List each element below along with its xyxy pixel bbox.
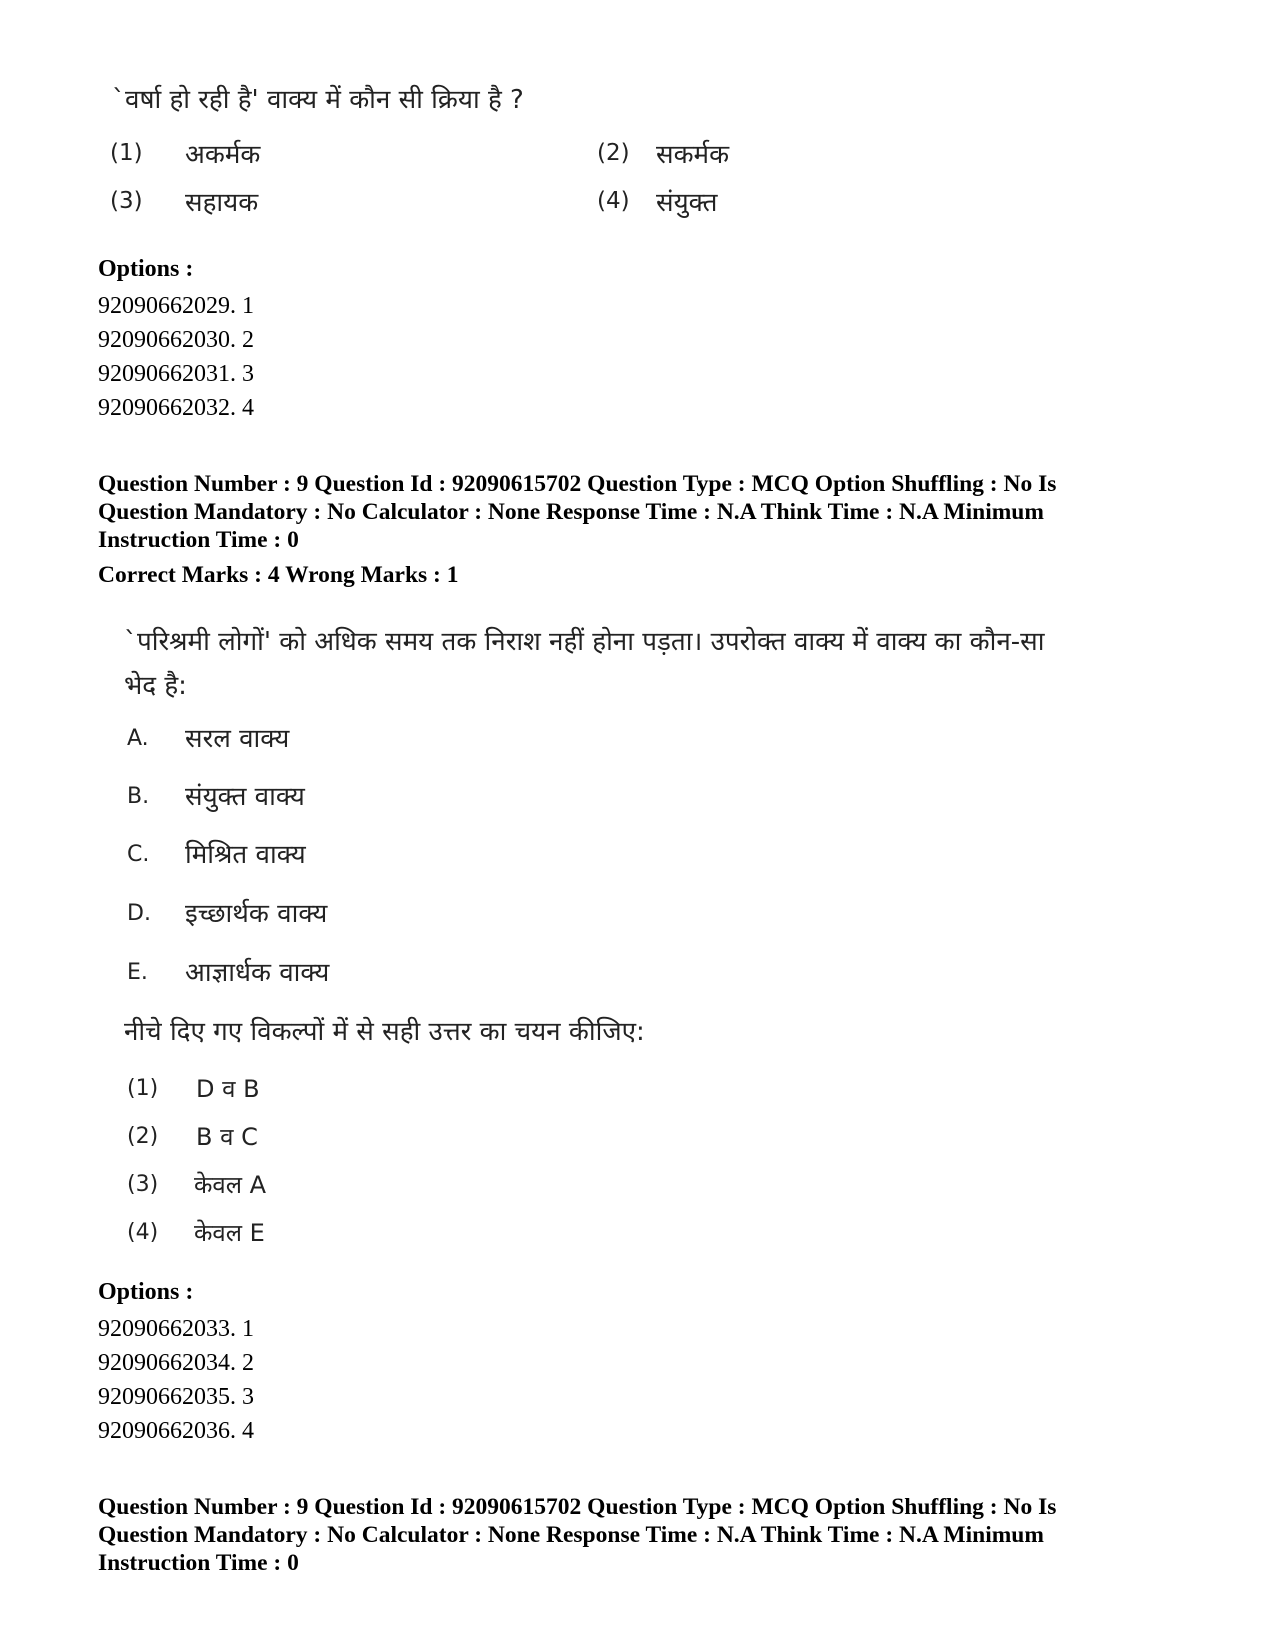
next-question-meta [98,1493,1218,1577]
q9-choice-3-text: केवल A [194,1171,267,1199]
q9-statement-d-text: इच्छार्थक वाक्य [185,899,328,929]
q9-meta-line-3: Instruction Time : 0 [98,527,299,553]
q9-option-2: 92090662034. 2 [98,1350,254,1376]
q9-statement-e-text: आज्ञार्धक वाक्य [185,958,330,988]
q8-choice-2-text: सकर्मक [656,140,730,170]
q9-option-1: 92090662033. 1 [98,1316,254,1342]
q9-statement-b-letter: B. [127,784,150,809]
q9-statement-e-letter: E. [127,960,148,985]
q8-option-3: 92090662031. 3 [98,361,254,387]
q8-choice-2-number: (2) [597,140,630,166]
q9-question-text [124,620,1124,708]
q9-statement-d-letter: D. [127,901,151,926]
q9-marks: Correct Marks : 4 Wrong Marks : 1 [98,562,459,588]
q8-option-2: 92090662030. 2 [98,327,254,353]
q8-option-1: 92090662029. 1 [98,293,254,319]
q9-choice-3-number: (3) [127,1172,159,1197]
q9-choice-2-text: B व C [196,1123,258,1151]
next-meta-line-1: Question Number : 9 Question Id : 92090615702 Question Type : MCQ Option Shuffling : No Is [98,1494,1057,1520]
q9-statement-c-letter: C. [127,842,150,867]
q9-option-3: 92090662035. 3 [98,1384,254,1410]
q9-meta [98,470,1218,554]
question-8-text: `वर्षा हो रही है' वाक्य में कौन सी क्रिया है ? [112,85,524,115]
q9-options-label: Options : [98,1279,194,1305]
next-meta-line-2: Question Mandatory : No Calculator : None Response Time : N.A Think Time : N.A Minimum [98,1522,1044,1548]
q9-choice-4-number: (4) [127,1220,159,1245]
q8-options-label: Options : [98,256,194,282]
q9-statement-a-letter: A. [127,726,149,751]
q9-statement-b-text: संयुक्त वाक्य [185,782,305,812]
q9-choice-1-text: D व B [196,1075,260,1103]
q9-options-list [98,1312,254,1448]
q9-statement-c-text: मिश्रित वाक्य [185,840,306,870]
q9-question-line-2: भेद है: [124,671,187,701]
next-meta-line-3: Instruction Time : 0 [98,1550,299,1576]
q8-choice-1-number: (1) [110,140,143,166]
q8-choice-4-text: संयुक्त [656,188,718,218]
q8-choice-3-number: (3) [110,188,143,214]
q8-choice-1-text: अकर्मक [185,140,261,170]
q9-meta-line-2: Question Mandatory : No Calculator : None Response Time : N.A Think Time : N.A Minimum [98,499,1044,525]
q9-option-4: 92090662036. 4 [98,1418,254,1444]
q8-choice-3-text: सहायक [185,188,259,218]
q9-choice-4-text: केवल E [194,1219,265,1247]
q8-choice-4-number: (4) [597,188,630,214]
q9-choice-1-number: (1) [127,1076,159,1101]
q9-choice-2-number: (2) [127,1124,159,1149]
q9-meta-line-1: Question Number : 9 Question Id : 92090615702 Question Type : MCQ Option Shuffling : No Is [98,471,1057,497]
q9-statement-a-text: सरल वाक्य [185,724,290,754]
q9-instruction: नीचे दिए गए विकल्पों में से सही उत्तर का चयन कीजिए: [124,1017,645,1047]
q9-question-line-1: `परिश्रमी लोगों' को अधिक समय तक निराश नहीं होना पड़ता। उपरोक्त वाक्य में वाक्य का कौन-सा [124,627,1045,657]
q8-options-list [98,289,254,425]
q8-option-4: 92090662032. 4 [98,395,254,421]
